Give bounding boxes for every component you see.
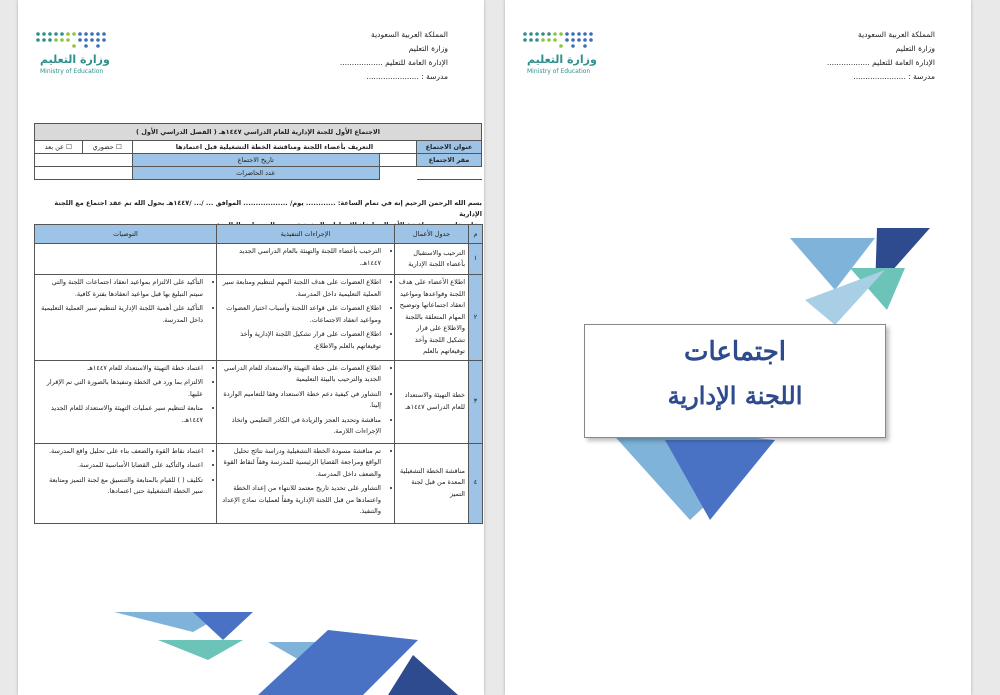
country-name: المملكة العربية السعودية xyxy=(858,30,935,39)
agenda-row-number: ١ xyxy=(469,244,483,275)
agenda-item: مناقشة الخطة التشغيلية المعدة من قبل لجنة التميز xyxy=(395,443,469,523)
action-item: • التشاور على تحديد تاريخ معتمد للانتهاء من إعداد الخطة واعتمادها من قبل اللجنة الإدارية وفقاً لعمليات نماذج الإعداد والتنفيذ. xyxy=(220,483,381,518)
document-page-cover xyxy=(505,0,971,695)
recommendation-item: • اعتماد نقاط القوة والضعف بناء على تحليل واقع المدرسة. xyxy=(38,446,203,458)
logo-arabic-text: وزارة التعليم xyxy=(40,53,110,66)
topic-label: عنوان الاجتماع xyxy=(417,141,482,154)
ministry-name: وزارة التعليم xyxy=(895,44,935,53)
intro-line-1: بسم الله الرحمن الرحيم إنه في تمام الساعة: ............ يوم/ .................. الموافق ... /... /١٤٤٧هـ بحول الله تم عقد اجتماع مع اللجنة الإدارية xyxy=(54,199,482,218)
agenda-item: اطلاع الأعضاء على هدف اللجنة وقواعدها ومواعيد انعقاد اجتماعاتها وتوضيح المهام المتعلقة باللجنة والاطلاع على قرار تشكيل اللجنة وأخذ توقيعاتهم بالعلم xyxy=(395,275,469,361)
agenda-row-number: ٢ xyxy=(469,275,483,361)
cover-title-line-2: اللجنة الإدارية xyxy=(667,381,803,410)
cover-title-box xyxy=(584,324,886,438)
topic-value: التعريف بأعضاء اللجنة ومناقشة الخطة التشغيلية قبل اعتمادها xyxy=(132,141,416,154)
action-item: • التشاور في كيفية دعم خطة الاستعداد وفقا للتعاميم الواردة إلينا. xyxy=(220,389,381,412)
recommendation-item: • التأكيد على أهمية اللجنة الإدارية لتنظيم سير العملية التعليمية داخل المدرسة. xyxy=(38,303,203,326)
in-person-checkbox[interactable]: ☐ حضوري xyxy=(82,141,132,154)
meeting-title: الاجتماع الأول للجنة الإدارية للعام الدراسي ١٤٤٧هـ ( الفصل الدراسي الأول ) xyxy=(35,124,482,141)
logo-english-text: Ministry of Education xyxy=(527,68,591,75)
action-item: • مناقشة وتحديد العجز والزيادة في الكادر التعليمي واتخاذ الإجراءات اللازمة. xyxy=(220,415,381,438)
attendees-label: عدد الحاضرات xyxy=(132,167,379,180)
deco-triangle xyxy=(258,630,418,695)
recommendation-item: • متابعة لتنظيم سير عمليات التهيئة والاستعداد للعام الجديد ١٤٤٧هـ. xyxy=(38,403,203,426)
recommendation-item: • تكليف ( ) للقيام بالمتابعة والتنسيق مع لجنة التميز ومتابعة سير الخطة التشغيلية حتى اعتمادها. xyxy=(38,475,203,498)
recommendation-item: • اعتماد والتأكيد على القضايا الأساسية للمدرسة. xyxy=(38,460,203,472)
directorate-name: الإدارة العامة للتعليم .................. xyxy=(339,58,448,67)
cover-title-line-1: اجتماعات xyxy=(683,337,786,367)
deco-triangle xyxy=(158,640,243,660)
deco-triangle xyxy=(805,270,885,325)
logo-english-text: Ministry of Education xyxy=(40,68,104,75)
venue-label: مقر الاجتماع xyxy=(417,154,482,167)
date-label: تاريخ الاجتماع xyxy=(132,154,379,167)
col-header-num: م xyxy=(469,225,483,244)
action-item: • اطلاع العضوات على هدف اللجنة المهم لتنظيم ومتابعة سير العملية التعليمية داخل المدرسة. xyxy=(220,277,381,300)
recommendation-item: • اعتماد خطة التهيئة والاستعداد للعام ١٤٤٧هـ xyxy=(38,363,203,375)
agenda-row-number: ٤ xyxy=(469,443,483,523)
recommendation-item: • الالتزام بما ورد في الخطة وتنفيذها بالصورة التي تم الإقرار عليها. xyxy=(38,377,203,400)
col-header-agenda: جدول الأعمال xyxy=(395,225,469,244)
col-header-recommendations: التوصيات xyxy=(35,225,217,244)
agenda-item: الترحيب والاستقبال بأعضاء اللجنة الإدارية xyxy=(395,244,469,275)
recommendation-item: • التأكيد على الالتزام بمواعيد انعقاد اجتماعات اللجنة والتي سيتم التبليغ بها قبل مواعيد انعقادها بفترة كافية. xyxy=(38,277,203,300)
action-item: • اطلاع العضوات على قرار تشكيل اللجنة الإدارية وأخذ توقيعاتهم بالعلم والاطلاع. xyxy=(220,329,381,352)
directorate-name: الإدارة العامة للتعليم .................. xyxy=(826,58,935,67)
school-name: مدرسة : ...................... xyxy=(853,72,935,81)
action-item: • اطلاع العضوات على خطة التهيئة والاستعداد للعام الدراسي الجديد والترحيب بالبيئة التعليمية xyxy=(220,363,381,386)
remote-checkbox[interactable]: ☐ عن بعد xyxy=(35,141,83,154)
country-name: المملكة العربية السعودية xyxy=(371,30,448,39)
logo-arabic-text: وزارة التعليم xyxy=(527,53,597,66)
deco-triangle xyxy=(388,655,458,695)
ministry-name: وزارة التعليم xyxy=(408,44,448,53)
school-name: مدرسة : ...................... xyxy=(366,72,448,81)
action-item: • اطلاع العضوات على قواعد اللجنة وأسباب اختيار العضوات ومواعيد انعقاد الاجتماعات. xyxy=(220,303,381,326)
agenda-item: خطة التهيئة والاستعداد للعام الدراسي ١٤٤٧هـ xyxy=(395,360,469,443)
action-item: • تم مناقشة مسودة الخطة التشغيلية ودراسة نتائج تحليل الواقع ومراجعة القضايا الرئيسية للمدرسة وفقاً لنقاط القوة والضعف داخل المدرسة. xyxy=(220,446,381,481)
agenda-row-number: ٣ xyxy=(469,360,483,443)
page-decoration xyxy=(18,0,484,695)
document-page-minutes xyxy=(18,0,484,695)
col-header-actions: الإجراءات التنفيذية xyxy=(217,225,395,244)
action-item: • الترحيب بأعضاء اللجنة والتهنئة بالعام الدراسي الجديد ١٤٤٧هـ. xyxy=(220,246,381,269)
